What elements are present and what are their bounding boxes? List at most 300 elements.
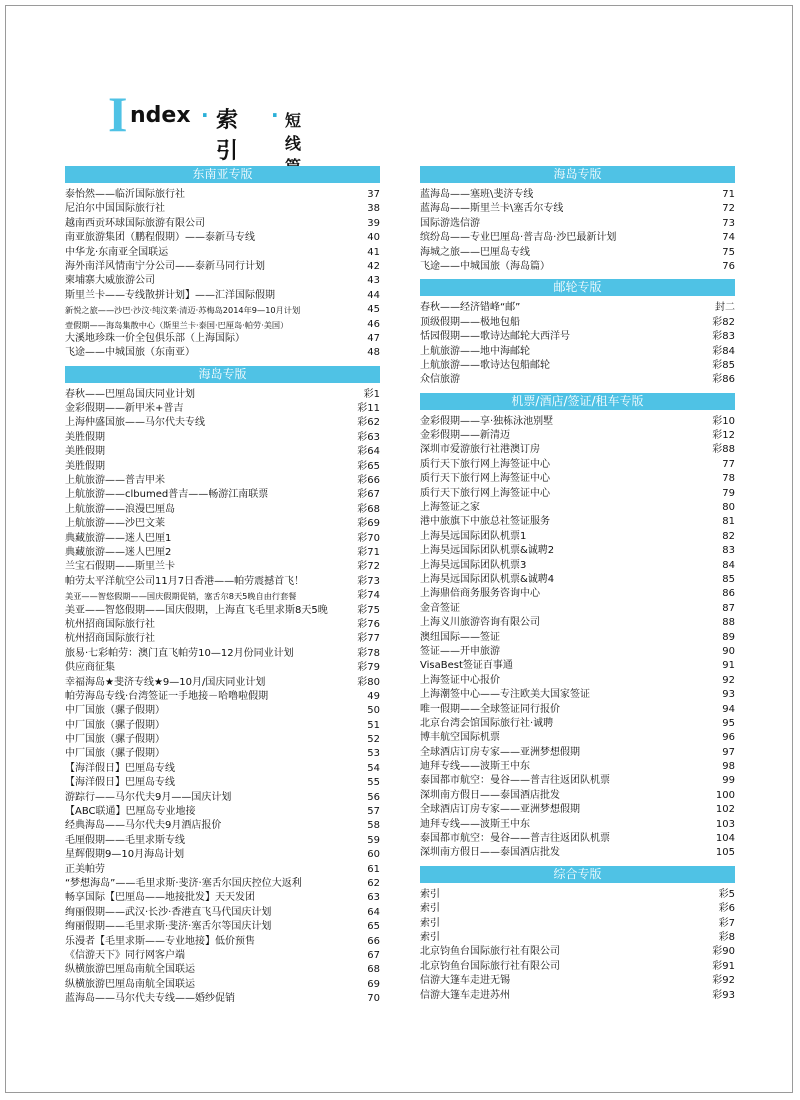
entry-title: 美胜假期 bbox=[65, 460, 105, 472]
index-entry bbox=[65, 274, 380, 288]
section-header: 东南亚专版 bbox=[65, 166, 380, 183]
index-entry bbox=[65, 604, 380, 618]
index-entry bbox=[65, 690, 380, 704]
entry-page: 92 bbox=[722, 674, 735, 686]
entry-list bbox=[420, 888, 735, 1003]
entry-page: 49 bbox=[367, 690, 380, 702]
index-entry bbox=[420, 746, 735, 760]
entry-title: 绚丽假期——毛里求斯·斐济·塞舌尔等国庆计划 bbox=[65, 921, 272, 933]
entry-page: 54 bbox=[367, 762, 380, 774]
entry-title: 蓝海岛——马尔代夫专线——婚纱促销 bbox=[65, 993, 235, 1005]
entry-page: 彩86 bbox=[712, 374, 735, 386]
index-entry bbox=[420, 573, 735, 587]
entry-title: 帕劳太平洋航空公司11月7日香港——帕劳震撼首飞！ bbox=[65, 575, 305, 587]
entry-title: 质行天下旅行网上海签证中心 bbox=[420, 458, 550, 470]
entry-page: 72 bbox=[722, 203, 735, 215]
entry-page: 83 bbox=[722, 545, 735, 557]
entry-title: 绚丽假期——武汉·长沙·香港直飞马代国庆计划 bbox=[65, 906, 272, 918]
entry-page: 彩71 bbox=[357, 546, 380, 558]
entry-title: 金彩假期——新甲米+普吉 bbox=[65, 403, 184, 415]
entry-page: 彩84 bbox=[712, 345, 735, 357]
heading-title: 索 引 bbox=[216, 108, 244, 164]
index-entry bbox=[420, 443, 735, 457]
entry-page: 彩66 bbox=[357, 475, 380, 487]
entry-page: 彩72 bbox=[357, 561, 380, 573]
entry-title: 纵横旅游巴厘岛南航全国联运 bbox=[65, 964, 195, 976]
index-entry bbox=[65, 488, 380, 502]
index-entry bbox=[65, 546, 380, 560]
entry-page: 95 bbox=[722, 717, 735, 729]
entry-title: 上海鼎倍商务服务咨询中心 bbox=[420, 588, 540, 600]
entry-title: 唯一假期——全球签证同行报价 bbox=[420, 703, 560, 715]
index-entry bbox=[420, 616, 735, 630]
entry-page: 彩8 bbox=[718, 931, 735, 943]
index-entry bbox=[65, 560, 380, 574]
entry-page: 彩78 bbox=[357, 647, 380, 659]
index-entry bbox=[420, 472, 735, 486]
entry-page: 50 bbox=[367, 705, 380, 717]
entry-page: 彩90 bbox=[712, 946, 735, 958]
entry-page: 彩75 bbox=[357, 604, 380, 616]
entry-page: 76 bbox=[722, 260, 735, 272]
entry-title: 金音签证 bbox=[420, 602, 460, 614]
entry-page: 43 bbox=[367, 275, 380, 287]
entry-title: 美胜假期 bbox=[65, 431, 105, 443]
index-entry bbox=[65, 303, 380, 317]
index-entry bbox=[420, 316, 735, 330]
entry-title: 春秋——巴厘岛国庆同业计划 bbox=[65, 388, 195, 400]
index-entry bbox=[65, 805, 380, 819]
entry-title: 乐漫者【毛里求斯——专业地接】低价预售 bbox=[65, 935, 255, 947]
heading-subtitle: 短线 bbox=[285, 111, 302, 153]
entry-page: 彩65 bbox=[357, 460, 380, 472]
index-entry bbox=[420, 717, 735, 731]
index-entry bbox=[420, 429, 735, 443]
entry-title: 北京钧鱼台国际旅行社有限公司 bbox=[420, 960, 560, 972]
entry-title: 上海签证之家 bbox=[420, 502, 480, 514]
index-entry bbox=[65, 920, 380, 934]
entry-title: 索引 bbox=[420, 903, 440, 915]
entry-title: 正美帕劳 bbox=[65, 863, 105, 875]
entry-page: 彩11 bbox=[357, 403, 380, 415]
entry-title: 国际游选信游 bbox=[420, 217, 480, 229]
entry-page: 45 bbox=[367, 304, 380, 316]
entry-page: 彩5 bbox=[718, 888, 735, 900]
entry-title: 迪拜专线——波斯王中东 bbox=[420, 818, 530, 830]
section-header: 综合专版 bbox=[420, 866, 735, 883]
entry-title: 壹假期——海岛集散中心（斯里兰卡·泰国·巴厘岛·帕劳·美国） bbox=[65, 319, 289, 330]
entry-title: 上海义川旅游咨询有限公司 bbox=[420, 617, 540, 629]
index-entry bbox=[420, 202, 735, 216]
index-entry bbox=[65, 719, 380, 733]
index-entry bbox=[65, 532, 380, 546]
entry-title: 全球酒店订房专家——亚洲梦想假期 bbox=[420, 746, 580, 758]
index-entry bbox=[65, 217, 380, 231]
index-entry bbox=[65, 877, 380, 891]
index-entry bbox=[65, 474, 380, 488]
index-entry bbox=[420, 260, 735, 274]
entry-title: 全球酒店订房专家——亚洲梦想假期 bbox=[420, 804, 580, 816]
entry-page: 103 bbox=[715, 818, 735, 830]
entry-title: 北京台湾会馆国际旅行社·诚聘 bbox=[420, 717, 554, 729]
index-entry bbox=[65, 431, 380, 445]
entry-title: 幸福海岛★斐济专线★9—10月/国庆同业计划 bbox=[65, 676, 266, 688]
index-entry bbox=[420, 458, 735, 472]
entry-page: 71 bbox=[722, 189, 735, 200]
entry-page: 73 bbox=[722, 217, 735, 229]
entry-title: 美亚——智悠假期——国庆假期，上海直飞毛里求斯8天5晚 bbox=[65, 604, 328, 616]
entry-page: 彩69 bbox=[357, 518, 380, 530]
entry-page: 37 bbox=[367, 189, 380, 200]
entry-title: 上海潮签中心——专注欧美大国家签证 bbox=[420, 689, 590, 701]
index-entry bbox=[420, 818, 735, 832]
entry-page: 100 bbox=[715, 789, 735, 801]
entry-title: 美亚——智悠假期——国庆假期促销，塞舌尔8天5晚自由行套餐 bbox=[65, 591, 297, 602]
entry-title: 大溪地珍珠一价全包俱乐部（上海国际） bbox=[65, 332, 245, 344]
entry-title: “梦想海岛”——毛里求斯·斐济·塞舌尔国庆控位大返利 bbox=[65, 877, 302, 889]
entry-title: 港中旅旗下中旅总社签证服务 bbox=[420, 516, 550, 528]
entry-page: 78 bbox=[722, 473, 735, 485]
index-entry bbox=[65, 762, 380, 776]
heading-dot: · bbox=[271, 103, 279, 127]
index-entry bbox=[65, 188, 380, 202]
entry-page: 66 bbox=[367, 935, 380, 947]
index-entry bbox=[65, 747, 380, 761]
index-entry bbox=[420, 301, 735, 315]
index-entry bbox=[420, 989, 735, 1003]
entry-page: 40 bbox=[367, 232, 380, 244]
entry-title: 上海昊远国际团队机票&诚聘2 bbox=[420, 545, 555, 557]
entry-page: 彩1 bbox=[363, 388, 380, 400]
entry-title: 北京钧鱼台国际旅行社有限公司 bbox=[420, 946, 560, 958]
entry-page: 封二 bbox=[715, 302, 735, 314]
entry-page: 105 bbox=[715, 847, 735, 859]
index-entry bbox=[65, 863, 380, 877]
entry-title: 中厂国旅（骡子假期） bbox=[65, 705, 165, 717]
entry-title: 恬园假期——歌诗达邮轮大西洋号 bbox=[420, 331, 570, 343]
entry-page: 彩70 bbox=[357, 532, 380, 544]
entry-title: 中厂国旅（骡子假期） bbox=[65, 734, 165, 746]
entry-title: 经典海岛——马尔代夫9月酒店报价 bbox=[65, 820, 222, 832]
entry-page: 彩73 bbox=[357, 575, 380, 587]
right-column bbox=[420, 166, 735, 1008]
index-entry bbox=[420, 659, 735, 673]
entry-title: 缤纷岛——专业巴厘岛·普吉岛·沙巴最新计划 bbox=[420, 232, 617, 244]
section-header: 海岛专版 bbox=[420, 166, 735, 183]
entry-title: 上航旅游——歌诗达包船邮轮 bbox=[420, 359, 550, 371]
entry-page: 86 bbox=[722, 588, 735, 600]
index-entry bbox=[65, 517, 380, 531]
index-entry bbox=[420, 703, 735, 717]
entry-list bbox=[420, 301, 735, 387]
entry-title: 纵横旅游巴厘岛南航全国联运 bbox=[65, 978, 195, 990]
entry-page: 41 bbox=[367, 246, 380, 258]
index-entry bbox=[65, 318, 380, 332]
entry-page: 彩76 bbox=[357, 618, 380, 630]
index-entry bbox=[65, 618, 380, 632]
entry-title: 上海仲盛国旅——马尔代夫专线 bbox=[65, 417, 205, 429]
entry-list bbox=[65, 188, 380, 361]
index-entry bbox=[420, 359, 735, 373]
index-entry bbox=[420, 645, 735, 659]
index-entry bbox=[65, 503, 380, 517]
entry-page: 79 bbox=[722, 487, 735, 499]
entry-page: 彩64 bbox=[357, 446, 380, 458]
entry-title: 典藏旅游——迷人巴厘1 bbox=[65, 532, 172, 544]
entry-title: 蓝海岛——斯里兰卡\塞舌尔专线 bbox=[420, 203, 564, 215]
entry-page: 彩93 bbox=[712, 989, 735, 1001]
index-entry bbox=[65, 202, 380, 216]
entry-title: 杭州招商国际旅行社 bbox=[65, 633, 155, 645]
entry-page: 彩83 bbox=[712, 331, 735, 343]
entry-page: 84 bbox=[722, 559, 735, 571]
entry-page: 60 bbox=[367, 849, 380, 861]
entry-page: 彩91 bbox=[712, 960, 735, 972]
heading-initial: I bbox=[108, 86, 128, 142]
entry-title: 金彩假期——新清迈 bbox=[420, 430, 510, 442]
index-entry bbox=[420, 974, 735, 988]
entry-title: 柬埔寨大威旅游公司 bbox=[65, 275, 155, 287]
index-entry bbox=[420, 217, 735, 231]
entry-title: 质行天下旅行网上海签证中心 bbox=[420, 473, 550, 485]
entry-page: 96 bbox=[722, 732, 735, 744]
index-entry bbox=[420, 631, 735, 645]
index-entry bbox=[65, 632, 380, 646]
index-entry bbox=[420, 544, 735, 558]
entry-page: 90 bbox=[722, 645, 735, 657]
entry-page: 104 bbox=[715, 833, 735, 845]
entry-page: 52 bbox=[367, 734, 380, 746]
index-entry bbox=[420, 515, 735, 529]
index-entry bbox=[420, 931, 735, 945]
index-entry bbox=[420, 917, 735, 931]
index-entry bbox=[65, 776, 380, 790]
entry-title: 深圳市爱游旅行社港澳订房 bbox=[420, 444, 540, 456]
entry-title: 上海昊远国际团队机票1 bbox=[420, 530, 527, 542]
entry-page: 彩92 bbox=[712, 975, 735, 987]
entry-title: 美胜假期 bbox=[65, 446, 105, 458]
entry-page: 94 bbox=[722, 703, 735, 715]
index-entry bbox=[65, 231, 380, 245]
index-entry bbox=[65, 704, 380, 718]
entry-page: 91 bbox=[722, 660, 735, 672]
entry-title: 海城之旅——巴厘岛专线 bbox=[420, 246, 530, 258]
entry-title: 尼泊尔中国国际旅行社 bbox=[65, 203, 165, 215]
entry-title: 【ABC联通】巴厘岛专业地接 bbox=[65, 806, 196, 818]
index-entry bbox=[420, 888, 735, 902]
entry-page: 44 bbox=[367, 289, 380, 301]
entry-page: 77 bbox=[722, 458, 735, 470]
entry-page: 85 bbox=[722, 573, 735, 585]
entry-title: 金彩假期——享·独栋泳池别墅 bbox=[420, 415, 554, 427]
entry-title: 博丰航空国际机票 bbox=[420, 732, 500, 744]
index-entry bbox=[65, 906, 380, 920]
index-entry bbox=[65, 246, 380, 260]
index-entry bbox=[65, 992, 380, 1006]
index-entry bbox=[65, 260, 380, 274]
entry-page: 39 bbox=[367, 217, 380, 229]
entry-page: 56 bbox=[367, 791, 380, 803]
entry-title: 南亚旅游集团（鹏程假期）——泰新马专线 bbox=[65, 232, 255, 244]
entry-title: 杭州招商国际旅行社 bbox=[65, 618, 155, 630]
index-entry bbox=[420, 960, 735, 974]
entry-title: 春秋——经济错峰“邮” bbox=[420, 302, 521, 314]
index-entry bbox=[420, 731, 735, 745]
entry-page: 98 bbox=[722, 761, 735, 773]
entry-page: 38 bbox=[367, 203, 380, 215]
index-entry bbox=[65, 589, 380, 603]
entry-page: 61 bbox=[367, 863, 380, 875]
index-entry bbox=[65, 445, 380, 459]
entry-page: 99 bbox=[722, 775, 735, 787]
entry-page: 69 bbox=[367, 978, 380, 990]
index-entry bbox=[65, 733, 380, 747]
entry-page: 74 bbox=[722, 232, 735, 244]
entry-page: 93 bbox=[722, 689, 735, 701]
entry-title: 上航旅游——沙巴文莱 bbox=[65, 518, 165, 530]
index-entry bbox=[65, 935, 380, 949]
entry-page: 59 bbox=[367, 834, 380, 846]
entry-title: 信游大篷车走进苏州 bbox=[420, 989, 510, 1001]
entry-title: 上航旅游——普吉甲米 bbox=[65, 475, 165, 487]
index-entry bbox=[65, 963, 380, 977]
entry-title: 上海昊远国际团队机票3 bbox=[420, 559, 527, 571]
index-entry bbox=[65, 819, 380, 833]
entry-title: 上航旅游——浪漫巴厘岛 bbox=[65, 503, 175, 515]
entry-title: 毛厘假期——毛里求斯专线 bbox=[65, 834, 185, 846]
index-entry bbox=[420, 902, 735, 916]
entry-title: 兰宝石假期——斯里兰卡 bbox=[65, 561, 175, 573]
entry-page: 彩7 bbox=[718, 917, 735, 929]
entry-title: 上海昊远国际团队机票&诚聘4 bbox=[420, 573, 555, 585]
index-entry bbox=[65, 332, 380, 346]
index-entry bbox=[65, 791, 380, 805]
entry-page: 80 bbox=[722, 502, 735, 514]
heading-dot: · bbox=[201, 103, 209, 127]
entry-page: 彩77 bbox=[357, 633, 380, 645]
entry-title: 中厂国旅（骡子假期） bbox=[65, 748, 165, 760]
index-entry bbox=[65, 289, 380, 303]
entry-page: 彩63 bbox=[357, 431, 380, 443]
entry-page: 彩85 bbox=[712, 359, 735, 371]
entry-title: 【海洋假日】巴厘岛专线 bbox=[65, 777, 175, 789]
entry-title: 海外南洋风情南宁分公司——泰新马同行计划 bbox=[65, 260, 265, 272]
section-header: 海岛专版 bbox=[65, 366, 380, 383]
entry-title: 《信游天下》同行网客户端 bbox=[65, 949, 185, 961]
entry-title: 索引 bbox=[420, 917, 440, 929]
index-entry bbox=[420, 602, 735, 616]
index-entry bbox=[420, 188, 735, 202]
entry-title: 泰怡然——临沂国际旅行社 bbox=[65, 189, 185, 200]
entry-page: 63 bbox=[367, 892, 380, 904]
index-entry bbox=[420, 559, 735, 573]
entry-title: 游踪行——马尔代夫9月——国庆计划 bbox=[65, 791, 232, 803]
entry-page: 48 bbox=[367, 347, 380, 359]
entry-list bbox=[420, 188, 735, 274]
entry-page: 58 bbox=[367, 820, 380, 832]
index-entry bbox=[420, 774, 735, 788]
entry-page: 46 bbox=[367, 318, 380, 330]
index-entry bbox=[420, 674, 735, 688]
entry-page: 87 bbox=[722, 602, 735, 614]
entry-title: 新悦之旅——沙巴·沙汶·纯汶莱·清迈·苏梅岛2014年9—10月计划 bbox=[65, 305, 301, 316]
entry-page: 彩74 bbox=[357, 590, 380, 602]
entry-page: 82 bbox=[722, 530, 735, 542]
entry-title: 星辉假期9—10月海岛计划 bbox=[65, 849, 185, 861]
entry-title: 上航旅游——clbumed普吉——畅游江南联票 bbox=[65, 489, 269, 501]
entry-title: 索引 bbox=[420, 888, 440, 900]
entry-page: 70 bbox=[367, 993, 380, 1005]
entry-page: 88 bbox=[722, 617, 735, 629]
entry-page: 42 bbox=[367, 260, 380, 272]
index-entry bbox=[420, 945, 735, 959]
entry-title: 中华龙·东南亚全国联运 bbox=[65, 246, 169, 258]
entry-title: 供应商征集 bbox=[65, 662, 115, 674]
entry-title: 质行天下旅行网上海签证中心 bbox=[420, 487, 550, 499]
entry-page: 55 bbox=[367, 777, 380, 789]
index-entry bbox=[420, 760, 735, 774]
entry-title: 索引 bbox=[420, 931, 440, 943]
entry-title: 畅享国际【巴厘岛——地接批发】天天发团 bbox=[65, 892, 255, 904]
index-entry bbox=[65, 848, 380, 862]
entry-page: 彩12 bbox=[712, 430, 735, 442]
entry-title: 越南西贡环球国际旅游有限公司 bbox=[65, 217, 205, 229]
entry-list bbox=[65, 388, 380, 1007]
entry-title: 深圳南方假日——泰国酒店批发 bbox=[420, 789, 560, 801]
index-entry bbox=[65, 460, 380, 474]
entry-title: 众信旅游 bbox=[420, 374, 460, 386]
entry-page: 47 bbox=[367, 332, 380, 344]
index-entry bbox=[420, 246, 735, 260]
index-entry bbox=[420, 832, 735, 846]
entry-page: 81 bbox=[722, 516, 735, 528]
entry-title: 帕劳海岛专线·台湾签证一手地接－哈噜啦假期 bbox=[65, 690, 269, 702]
entry-title: 迪拜专线——波斯王中东 bbox=[420, 761, 530, 773]
entry-title: 蓝海岛——塞班\斐济专线 bbox=[420, 189, 534, 200]
left-column bbox=[65, 166, 380, 1011]
entry-title: 深圳南方假日——泰国酒店批发 bbox=[420, 847, 560, 859]
entry-page: 65 bbox=[367, 921, 380, 933]
index-entry bbox=[420, 530, 735, 544]
entry-title: 签证——开申旅游 bbox=[420, 645, 500, 657]
heading-word: ndex bbox=[130, 103, 191, 128]
index-entry bbox=[65, 661, 380, 675]
entry-title: 【海洋假日】巴厘岛专线 bbox=[65, 762, 175, 774]
entry-page: 彩68 bbox=[357, 503, 380, 515]
index-entry bbox=[65, 834, 380, 848]
index-entry bbox=[65, 978, 380, 992]
entry-title: 斯里兰卡——专线散拼计划】——汇洋国际假期 bbox=[65, 289, 275, 301]
section-header: 机票/酒店/签证/租车专版 bbox=[420, 393, 735, 410]
index-entry bbox=[420, 330, 735, 344]
entry-title: 旅易·七彩帕劳：澳门直飞帕劳10—12月份同业计划 bbox=[65, 647, 294, 659]
index-entry bbox=[65, 402, 380, 416]
index-entry bbox=[65, 647, 380, 661]
index-entry bbox=[65, 676, 380, 690]
entry-page: 53 bbox=[367, 748, 380, 760]
index-entry bbox=[65, 388, 380, 402]
entry-title: 泰国都市航空：曼谷——普吉往返团队机票 bbox=[420, 775, 610, 787]
entry-page: 51 bbox=[367, 719, 380, 731]
index-entry bbox=[420, 688, 735, 702]
index-entry bbox=[65, 416, 380, 430]
entry-page: 64 bbox=[367, 906, 380, 918]
entry-page: 68 bbox=[367, 964, 380, 976]
entry-title: 信游大篷车走进无锡 bbox=[420, 975, 510, 987]
entry-page: 彩82 bbox=[712, 316, 735, 328]
index-entry bbox=[420, 789, 735, 803]
index-entry bbox=[420, 846, 735, 860]
